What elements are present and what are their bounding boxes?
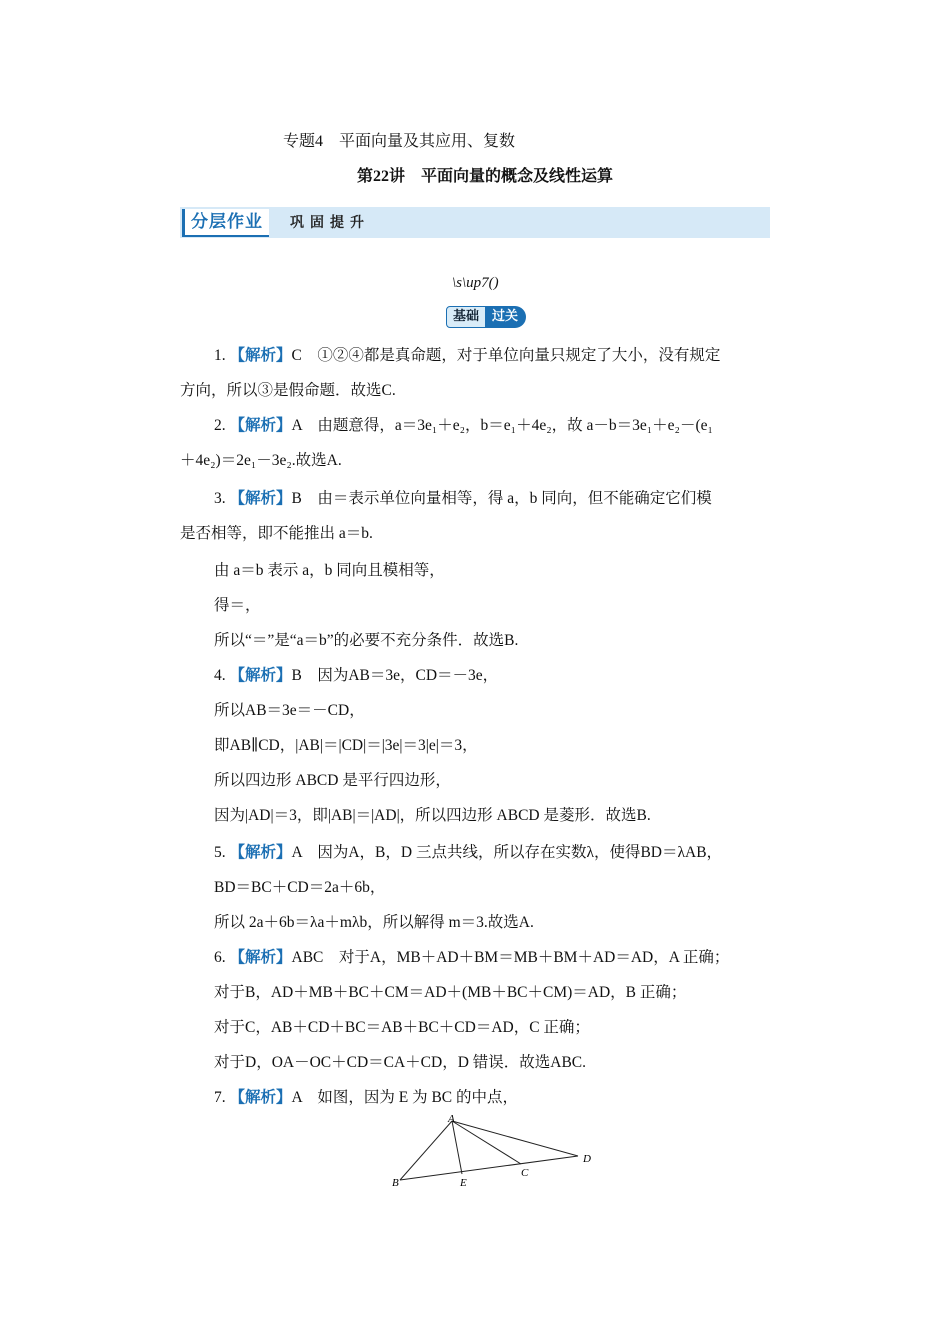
section-banner [180,207,770,238]
solution-line: 是否相等，即不能推出 a＝b. [180,525,373,542]
solution-line: 5. 【解析】A 因为A，B，D 三点共线，所以存在实数λ，使得BD＝λAB， [214,844,723,861]
label-E: E [460,1177,467,1189]
solution-line: 对于B，AD＋MB＋BC＋CM＝AD＋(MB＋BC＋CM)＝AD，B 正确； [214,984,687,1001]
label-A: A [448,1113,455,1125]
lecture-title: 第22讲 平面向量的概念及线性运算 [357,168,614,185]
analysis-keyword: 【解析】 [229,1089,292,1106]
solution-line: 由 a＝b 表示 a，b 同向且模相等， [214,562,445,579]
analysis-keyword: 【解析】 [229,347,292,364]
analysis-keyword: 【解析】 [229,844,292,861]
label-C: C [521,1167,529,1179]
solution-line: 所以 2a＋6b＝λa＋mλb，所以解得 m＝3.故选A. [214,914,534,931]
solution-line: 7. 【解析】A 如图，因为 E 为 BC 的中点， [214,1089,518,1106]
solution-line: 因为|AD|＝3，即|AB|＝|AD|，所以四边形 ABCD 是菱形．故选B. [214,807,651,824]
solution-line: 对于D，OA－OC＋CD＝CA＋CD，D 错误．故选ABC. [214,1054,587,1071]
solution-line: BD＝BC＋CD＝2a＋6b， [214,879,386,896]
solution-line: 1. 【解析】C ①②④都是真命题，对于单位向量只规定了大小，没有规定 [214,347,721,364]
segment-AE [452,1121,462,1174]
banner-subtitle: 巩固提升 [290,215,370,231]
solution-line: 所以AB＝3e＝－CD， [214,702,365,719]
solution-line: 所以四边形 ABCD 是平行四边形， [214,772,451,789]
segment-AB [400,1121,452,1180]
solution-line: 所以“＝”是“a＝b”的必要不充分条件．故选B. [214,632,519,649]
analysis-keyword: 【解析】 [229,667,292,684]
solution-line: 6. 【解析】ABC 对于A，MB＋AD＋BM＝MB＋BM＋AD＝AD，A 正确； [214,949,730,966]
analysis-keyword: 【解析】 [229,417,292,434]
segment-BD [400,1156,578,1180]
solution-line: 4. 【解析】B 因为AB＝3e，CD＝－3e， [214,667,499,684]
topic-title: 专题4 平面向量及其应用、复数 [283,133,516,150]
solution-line: 方向，所以③是假命题．故选C. [180,382,396,399]
banner-tag: 分层作业 [182,209,269,237]
solution-line: 得＝， [214,597,261,614]
label-B: B [392,1177,399,1189]
stray-markup-text: \s\up7() [452,275,499,291]
solution-line: 即AB∥CD，|AB|＝|CD|＝|3e|＝3|e|＝3， [214,737,478,754]
level-badge [446,306,526,328]
triangle-figure [380,1112,600,1194]
badge-left: 基础 [446,306,486,328]
segment-AD [452,1121,578,1156]
solution-line: ＋4e₂)＝2e₁－3e₂.故选A. [180,452,342,469]
segment-AC [452,1121,521,1164]
analysis-keyword: 【解析】 [229,949,292,966]
badge-right: 过关 [486,306,526,328]
solution-line: 3. 【解析】B 由＝表示单位向量相等，得 a，b 同向，但不能确定它们模 [214,490,712,507]
analysis-keyword: 【解析】 [229,490,292,507]
label-D: D [583,1153,591,1165]
solution-line: 对于C，AB＋CD＋BC＝AB＋BC＋CD＝AD，C 正确； [214,1019,590,1036]
solution-line: 2. 【解析】A 由题意得，a＝3e₁＋e₂，b＝e₁＋4e₂，故 a－b＝3e₁＋e₂－(e₁ [214,417,713,434]
